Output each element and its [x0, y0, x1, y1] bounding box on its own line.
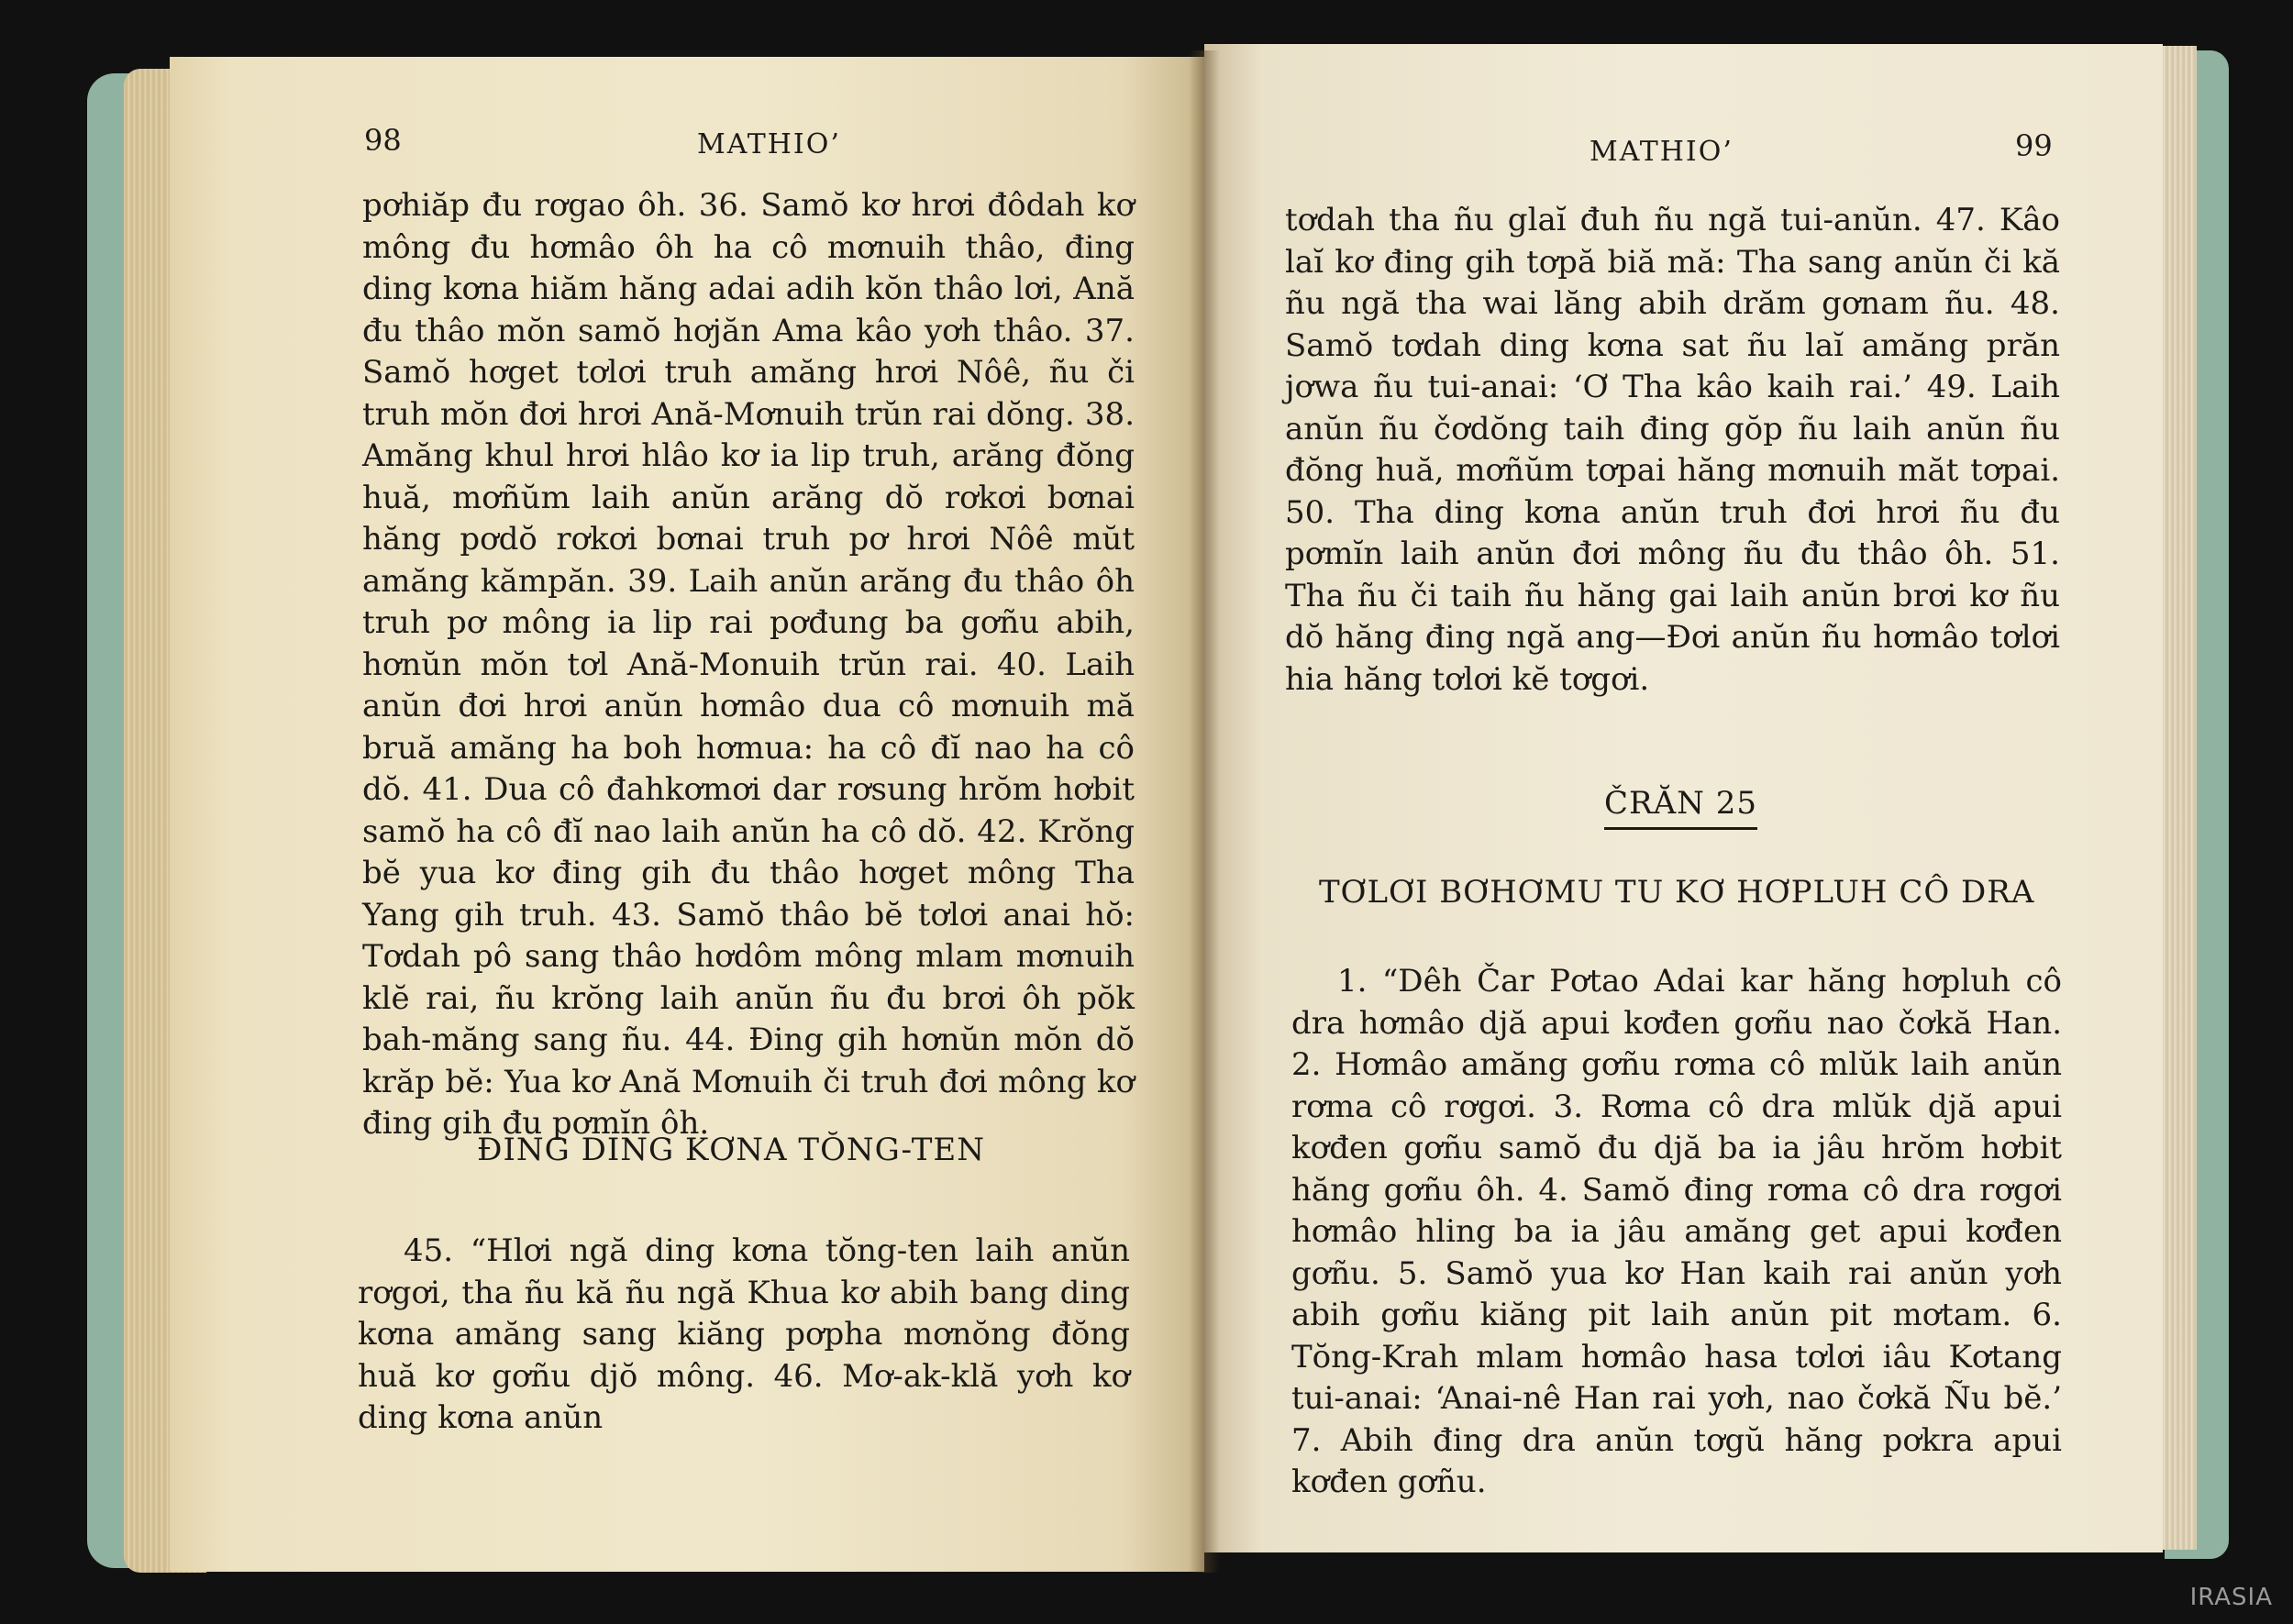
- section-heading: TƠLƠI BƠHƠMU TU KƠ HƠPLUH CÔ DRA: [1319, 874, 2035, 911]
- chapter-label: ČRĂN 25: [1604, 785, 1757, 830]
- section-heading: ĐING DING KƠNA TŎNG-TEN: [477, 1132, 986, 1168]
- paragraph: pơhiăp đu rơgao ôh. 36. Samŏ kơ hrơi đôdah kơ mông đu hơmâo ôh ha cô mơnuih thâo, đing ding kơna hiăm hăng adai adih kŏn thâo lơi, Ană đu thâo mŏn samŏ hơjăn Ama kâo yơh thâo. 37. Samŏ hơget tơlơi truh amăng hrơi Nôê, ñu či truh mŏn đơi hrơi Ană-Mơnuih trŭn rai dŏng. 38. Amăng khul hrơi hlâo kơ ia lip truh, arăng đŏng huă, mơñŭm laih anŭn arăng dŏ rơkơi bơnai hăng pơdŏ rơkơi bơnai truh pơ hrơi Nôê mŭt amăng kămpăn. 39. Laih anŭn arăng đu thâo ôh truh pơ mông ia lip rai pơđung ba gơñu abih, hơnŭn mŏn tơl Ană-Monuih trŭn rai. 40. Laih anŭn đơi hrơi anŭn hơmâo dua cô mơnuih mă bruă amăng ha boh hơmua: ha cô đĭ nao ha cô dŏ. 41. Dua cô đahkơmơi dar rơsung hrŏm hơbit samŏ ha cô đĭ nao laih anŭn ha cô dŏ. 42. Krŏng bĕ yua kơ đing gih đu thâo hơget mông Tha Yang gih truh. 43. Samŏ thâo bĕ tơlơi anai hŏ: Tơdah pô sang thâo hơdôm mông mlam mơnuih klĕ rai, ñu krŏng laih anŭn ñu đu brơi ôh pŏk bah-măng sang ñu. 44. Đing gih hơnŭn mŏn dŏ krăp bĕ: Yua kơ Ană Mơnuih či truh đơi mông kơ đing gih đu pơmĭn ôh.: [362, 187, 1135, 1142]
- body-text-bottom: [1291, 961, 2062, 1504]
- paragraph: tơdah tha ñu glaĭ đuh ñu ngă tui-anŭn. 47. Kâo laĭ kơ đing gih tơpă biă mă: Tha sang anŭn či kă ñu ngă tha wai lăng abih drăm gơnam ñu. 48. Samŏ tơdah ding kơna sat ñu laĭ amăng prăn jơwa ñu tui-anai: ‘Ơ Tha kâo kaih rai.’ 49. Laih anŭn ñu čơdŏng taih đing gŏp ñu laih anŭn ñu đŏng huă, mơñŭm tơpai hăng mơnuih măt tơpai. 50. Tha ding kơna anŭn truh đơi hrơi ñu đu pơmĭn laih anŭn đơi mông ñu đu thâo ôh. 51. Tha ñu či taih ñu hăng gai laih anŭn brơi kơ ñu dŏ hăng đing ngă ang—Đơi anŭn ñu hơmâo tơlơi hia hăng tơlơi kĕ tơgơi.: [1285, 202, 2060, 698]
- paragraph: 1. “Dêh Čar Pơtao Adai kar hăng hơpluh cô dra hơmâo djă apui kơđen gơñu nao čơkă Han. 2. Hơmâo amăng gơñu rơma cô mlŭk laih anŭn rơma cô rơgơi. 3. Rơma cô dra mlŭk djă apui kơđen gơñu samŏ đu djă ba ia jâu hrŏm hơbit hăng gơñu ôh. 4. Samŏ đing rơma cô dra rơgơi hơmâo hling ba ia jâu amăng get apui kơđen gơñu. 5. Samŏ yua kơ Han kaih rai anŭn yơh abih gơñu kiăng pit laih anŭn pit mơtam. 6. Tŏng-Krah mlam hơmâo hasa tơlơi iâu Kơtang tui-anai: ‘Anai-nê Han rai yơh, nao čơkă Ñu bĕ.’ 7. Abih đing dra anŭn tơgŭ hăng pơkra apui kơđen gơñu.: [1291, 963, 2062, 1500]
- running-header: MATHIO’: [1590, 136, 1734, 168]
- left-page: [170, 57, 1204, 1572]
- watermark: IRASIA: [2189, 1584, 2273, 1611]
- book-gutter: [1189, 50, 1220, 1573]
- page-number: 99: [2015, 128, 2053, 163]
- running-header: MATHIO’: [697, 128, 841, 160]
- body-text-top: [1285, 200, 2060, 701]
- page-number: 98: [364, 123, 402, 158]
- body-text-bottom: [358, 1231, 1130, 1440]
- paragraph: 45. “Hlơi ngă ding kơna tŏng-ten laih anŭn rơgơi, tha ñu kă ñu ngă Khua kơ abih bang ding kơna amăng sang kiăng pơpha mơnŏng đŏng huă kơ gơñu djŏ mông. 46. Mơ-ak-klă yơh kơ ding kơna anŭn: [358, 1232, 1130, 1436]
- right-page: [1204, 44, 2163, 1552]
- body-text-top: [362, 185, 1135, 1145]
